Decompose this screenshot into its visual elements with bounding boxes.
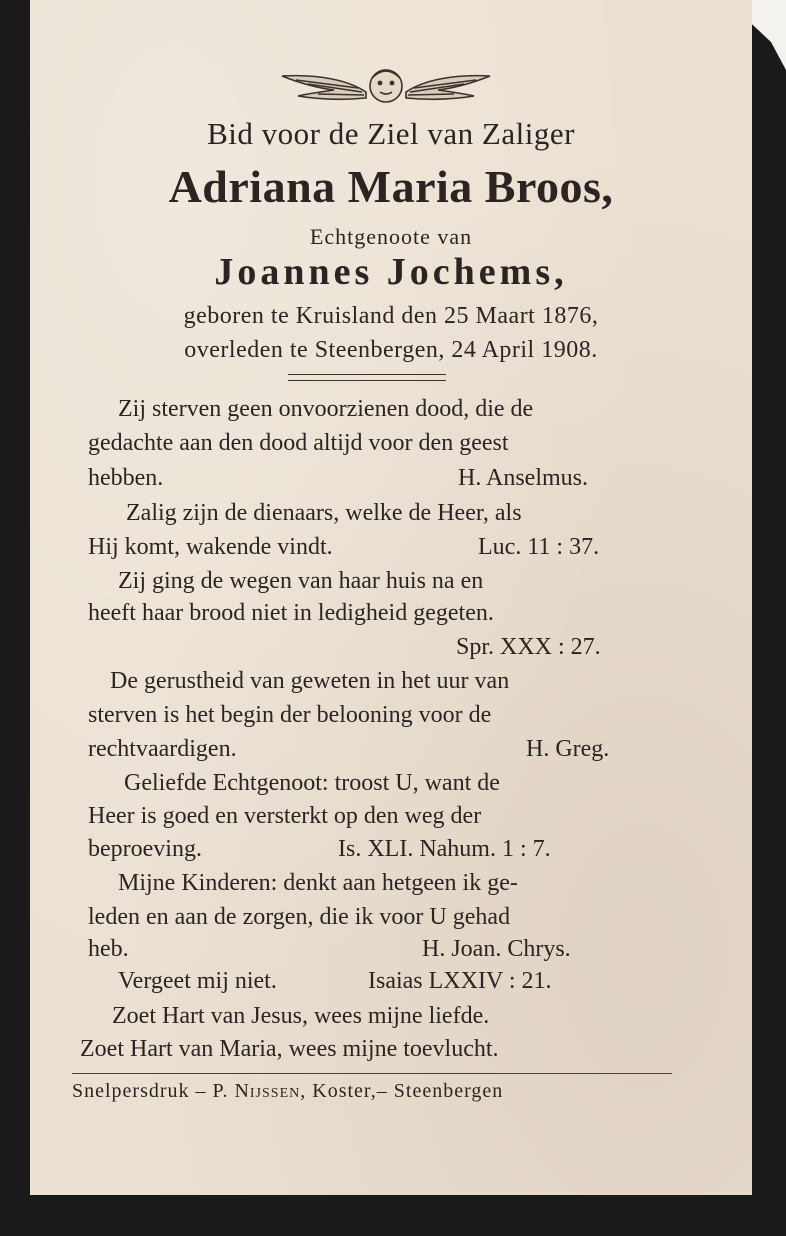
spouse-name: Joannes Jochems, (214, 251, 568, 293)
verse-line: Geliefde Echtgenoot: troost U, want de (124, 770, 500, 796)
verse-line: Zij sterven geen onvoorzienen dood, die de (118, 396, 534, 422)
birth-line: geboren te Kruisland den 25 Maart 1876, (183, 303, 599, 329)
deceased-name: Adriana Maria Broos, (168, 161, 614, 212)
spouse-relation: Echtgenoote van (309, 224, 473, 249)
verse-line: leden en aan de zorgen, die ik voor U gehad (88, 904, 511, 930)
verse-reference: Is. XLI. Nahum. 1 : 7. (338, 836, 551, 862)
printer-prefix: Snelpersdruk – P. (72, 1080, 235, 1102)
verse-line: Heer is goed en versterkt op den weg der (88, 803, 482, 829)
verse-line: Vergeet mij niet. (118, 968, 277, 994)
verse-line: heeft haar brood niet in ledigheid gegeten. (88, 600, 494, 626)
verse-line: Zoet Hart van Maria, wees mijne toevlucht. (80, 1036, 499, 1062)
verse-line: Hij komt, wakende vindt. (88, 534, 333, 560)
verse-line: De gerustheid van geweten in het uur van (110, 668, 510, 694)
memorial-card (30, 0, 752, 1195)
verse-line: sterven is het begin der belooning voor de (88, 702, 492, 728)
verse-line: heb. (88, 936, 129, 962)
death-line: overleden te Steenbergen, 24 April 1908. (184, 337, 598, 363)
double-rule-divider (288, 374, 446, 381)
verse-line: rechtvaardigen. (88, 736, 237, 762)
verse-reference: Isaias LXXIV : 21. (368, 968, 552, 994)
verse-reference: Luc. 11 : 37. (478, 534, 600, 560)
verse-line: Zalig zijn de dienaars, welke de Heer, als (126, 500, 522, 526)
verse-line: Zoet Hart van Jesus, wees mijne liefde. (112, 1003, 490, 1029)
winged-cherub-icon (278, 62, 494, 114)
verse-line: beproeving. (88, 836, 202, 862)
printer-suffix: , Koster,– Steenbergen (300, 1080, 504, 1102)
printer-name: Nijssen (234, 1080, 301, 1102)
verse-reference: Spr. XXX : 27. (456, 634, 601, 660)
verse-reference: H. Anselmus. (458, 465, 589, 491)
verse-reference: H. Greg. (526, 736, 610, 762)
verse-line: Zij ging de wegen van haar huis na en (118, 568, 484, 594)
printer-credit (72, 1080, 503, 1103)
verse-reference: H. Joan. Chrys. (422, 936, 571, 962)
verse-line: hebben. (88, 465, 164, 491)
footer-divider (72, 1073, 672, 1074)
verse-line: gedachte aan den dood altijd voor den geest (88, 430, 509, 456)
verse-line: Mijne Kinderen: denkt aan hetgeen ik ge- (118, 870, 518, 896)
intro-text: Bid voor de Ziel van Zaliger (207, 116, 575, 151)
